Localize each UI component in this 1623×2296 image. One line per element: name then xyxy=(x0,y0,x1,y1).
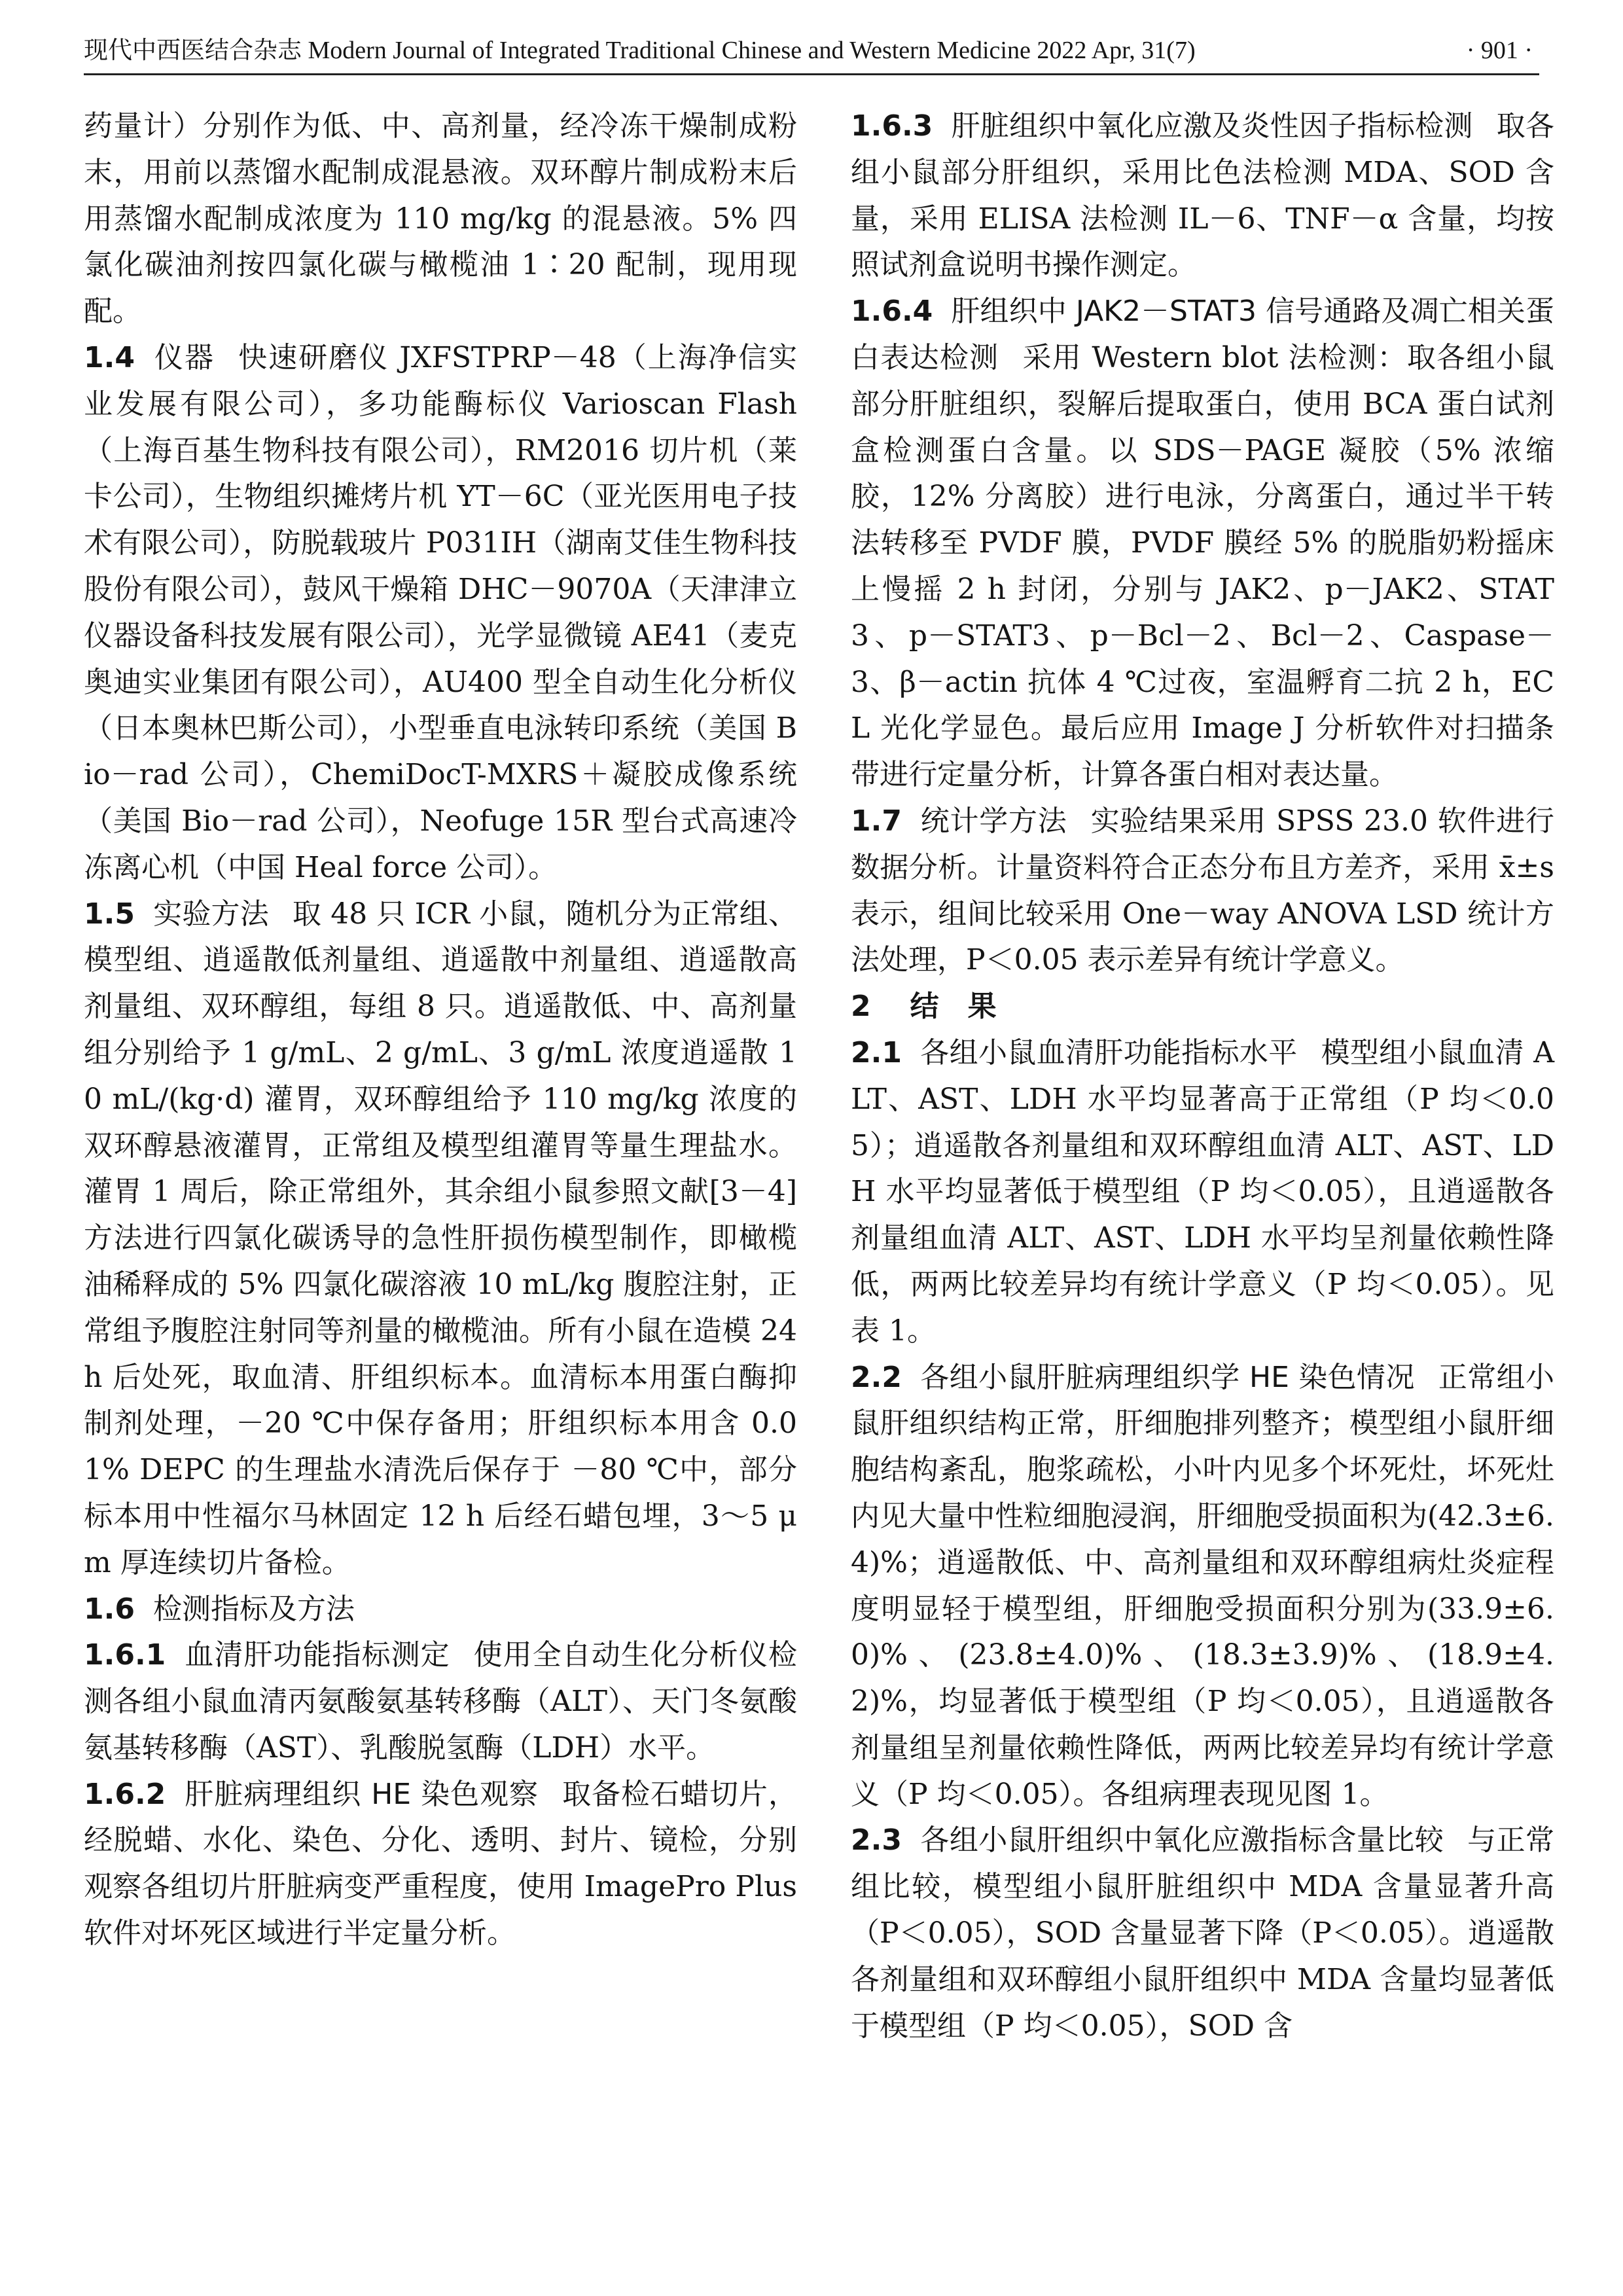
right-column xyxy=(851,103,1554,2049)
section-heading: 血清肝功能指标测定 xyxy=(184,1638,450,1672)
section-number: 2 xyxy=(851,990,871,1024)
section-1-4 xyxy=(84,335,797,891)
section-number: 2.3 xyxy=(851,1823,902,1857)
section-body: 正常组小鼠肝组织结构正常，肝细胞排列整齐；模型组小鼠肝细胞结构紊乱，胞浆疏松，小叶内见多个坏死灶，坏死灶内见大量中性粒细胞浸润，肝细胞受损面积为(42.3±6.4)%；逍遥散低、中、高剂量组和双环醇组病灶炎症程度明显轻于模型组，肝细胞受损面积分别为(33.9±6.0)%、(23.8±4.0)%、(18.3±3.9)%、(18.9±4.2)%，均显著低于模型组（P 均＜0.05），且逍遥散各剂量组呈剂量依赖性降低，两两比较差异均有统计学意义（P 均＜0.05）。各组病理表现见图 1。 xyxy=(851,1360,1555,1811)
section-1-6 xyxy=(84,1587,797,1633)
section-number: 2.1 xyxy=(851,1035,902,1069)
page-number: · 901 · xyxy=(1466,37,1533,64)
section-heading: 各组小鼠血清肝功能指标水平 xyxy=(919,1035,1298,1069)
section-heading: 肝脏病理组织 HE 染色观察 xyxy=(184,1777,539,1811)
section-heading: 检测指标及方法 xyxy=(152,1592,355,1626)
section-2-2 xyxy=(851,1355,1554,1818)
section-heading: 各组小鼠肝组织中氧化应激指标含量比较 xyxy=(919,1823,1444,1857)
paragraph-preparation: 药量计）分别作为低、中、高剂量，经冷冻干燥制成粉末，用前以蒸馏水配制成混悬液。双环醇片制成粉末后用蒸馏水配制成浓度为 110 mg/kg 的混悬液。5% 四氯化碳油剂按四氯化碳与橄榄油 1∶20 配制，现用现配。 xyxy=(84,109,798,329)
section-number: 2.2 xyxy=(851,1360,902,1394)
section-2-1 xyxy=(851,1030,1554,1355)
running-header xyxy=(84,27,1539,75)
section-number: 1.4 xyxy=(84,340,135,374)
section-number: 1.7 xyxy=(851,804,902,838)
section-heading: 肝组织中 JAK2－STAT3 信号通路及凋亡相关蛋白表达检测 xyxy=(851,295,1554,374)
section-body: 采用 Western blot 法检测：取各组小鼠部分肝脏组织，裂解后提取蛋白，使用 BCA 蛋白试剂盒检测蛋白含量。以 SDS－PAGE 凝胶（5% 浓缩胶，12% 分离胶）进行电泳，分离蛋白，通过半干转法转移至 PVDF 膜，PVDF 膜经 5% 的脱脂奶粉摇床上慢摇 2 h 封闭，分别与 JAK2、p－JAK2、STAT3、p－STAT3、p－Bcl－2、Bcl－2、Caspase－3、β－actin 抗体 4 ℃过夜，室温孵育二抗 2 h，ECL 光化学显色。最后应用 Image J 分析软件对扫描条带进行定量分析，计算各蛋白相对表达量。 xyxy=(851,340,1554,792)
section-heading: 各组小鼠肝脏病理组织学 HE 染色情况 xyxy=(919,1360,1415,1394)
section-body: 使用全自动生化分析仪检测各组小鼠血清丙氨酸氨基转移酶（ALT）、天门冬氨酸氨基转移酶（AST）、乳酸脱氢酶（LDH）水平。 xyxy=(84,1638,797,1765)
section-body: 取各组小鼠部分肝组织，采用比色法检测 MDA、SOD 含量，采用 ELISA 法检测 IL－6、TNF－α 含量，均按照试剂盒说明书操作测定。 xyxy=(851,109,1555,282)
section-1-7 xyxy=(851,798,1554,984)
section-number: 1.6.3 xyxy=(851,109,933,143)
journal-title-en: Modern Journal of Integrated Traditional Chinese and Western Medicine 2022 Apr, 31(7) xyxy=(308,37,1196,64)
section-body: 实验结果采用 SPSS 23.0 软件进行数据分析。计量资料符合正态分布且方差齐，采用 x̄±s 表示，组间比较采用 One－way ANOVA LSD 统计方法处理，P＜0.05 表示差异有统计学意义。 xyxy=(851,804,1555,977)
section-1-6-3 xyxy=(851,103,1554,289)
section-body: 取 48 只 ICR 小鼠，随机分为正常组、模型组、逍遥散低剂量组、逍遥散中剂量组、逍遥散高剂量组、双环醇组，每组 8 只。逍遥散低、中、高剂量组分别给予 1 g/mL、2 g/mL、3 g/mL 浓度逍遥散 10 mL/(kg·d) 灌胃，双环醇组给予 110 mg/kg 浓度的双环醇悬液灌胃，正常组及模型组灌胃等量生理盐水。灌胃 1 周后，除正常组外，其余组小鼠参照文献[3－4]方法进行四氯化碳诱导的急性肝损伤模型制作，即橄榄油稀释成的 5% 四氯化碳溶液 10 mL/kg 腹腔注射，正常组予腹腔注射同等剂量的橄榄油。所有小鼠在造模 24 h 后处死，取血清、肝组织标本。血清标本用蛋白酶抑制剂处理，－20 ℃中保存备用；肝组织标本用含 0.01% DEPC 的生理盐水清洗后保存于 －80 ℃中，部分标本用中性福尔马林固定 12 h 后经石蜡包埋，3～5 μm 厚连续切片备检。 xyxy=(84,897,797,1579)
left-column xyxy=(84,103,797,1957)
section-1-6-1 xyxy=(84,1632,797,1771)
section-heading: 肝脏组织中氧化应激及炎性因子指标检测 xyxy=(951,109,1473,143)
section-1-6-2 xyxy=(84,1772,797,1957)
journal-title xyxy=(84,27,1196,73)
section-number: 1.6.2 xyxy=(84,1777,166,1811)
section-number: 1.6.4 xyxy=(851,295,933,329)
section-number: 1.5 xyxy=(84,897,135,931)
section-number: 1.6.1 xyxy=(84,1638,166,1672)
section-heading: 结 果 xyxy=(910,990,997,1024)
section-2-results xyxy=(851,984,1554,1030)
section-heading: 仪器 xyxy=(152,340,215,374)
section-number: 1.6 xyxy=(84,1592,135,1626)
section-body: 取备检石蜡切片，经脱蜡、水化、染色、分化、透明、封片、镜检，分别观察各组切片肝脏病变严重程度，使用 ImagePro Plus 软件对坏死区域进行半定量分析。 xyxy=(84,1777,798,1950)
section-heading: 统计学方法 xyxy=(919,804,1067,838)
section-2-3 xyxy=(851,1818,1554,2049)
section-1-5 xyxy=(84,891,797,1587)
section-heading: 实验方法 xyxy=(152,897,269,931)
section-1-6-4 xyxy=(851,289,1554,798)
section-body: 与正常组比较，模型组小鼠肝脏组织中 MDA 含量显著升高（P＜0.05），SOD 含量显著下降（P＜0.05）。逍遥散各剂量组和双环醇组小鼠肝组织中 MDA 含量均显著低于模型组（P 均＜0.05），SOD 含 xyxy=(851,1823,1555,2043)
journal-title-cn: 现代中西医结合杂志 xyxy=(84,36,302,64)
section-body: 模型组小鼠血清 ALT、AST、LDH 水平均显著高于正常组（P 均＜0.05）；逍遥散各剂量组和双环醇组血清 ALT、AST、LDH 水平均显著低于模型组（P 均＜0.05），且逍遥散各剂量组血清 ALT、AST、LDH 水平均呈剂量依赖性降低，两两比较差异均有统计学意义（P 均＜0.05）。见表 1。 xyxy=(851,1035,1555,1348)
section-body: 快速研磨仪 JXFSTPRP－48（上海净信实业发展有限公司），多功能酶标仪 Varioscan Flash（上海百基生物科技有限公司），RM2016 切片机（莱卡公司），生物组织摊烤片机 YT－6C（亚光医用电子技术有限公司），防脱载玻片 P031IH（湖南艾佳生物科技股份有限公司），鼓风干燥箱 DHC－9070A（天津津立仪器设备科技发展有限公司），光学显微镜 AE41（麦克奥迪实业集团有限公司），AU400 型全自动生化分析仪（日本奥林巴斯公司），小型垂直电泳转印系统（美国 Bio－rad 公司），ChemiDocT-MXRS＋凝胶成像系统（美国 Bio－rad 公司），Neofuge 15R 型台式高速冷冻离心机（中国 Heal force 公司）。 xyxy=(84,340,798,884)
